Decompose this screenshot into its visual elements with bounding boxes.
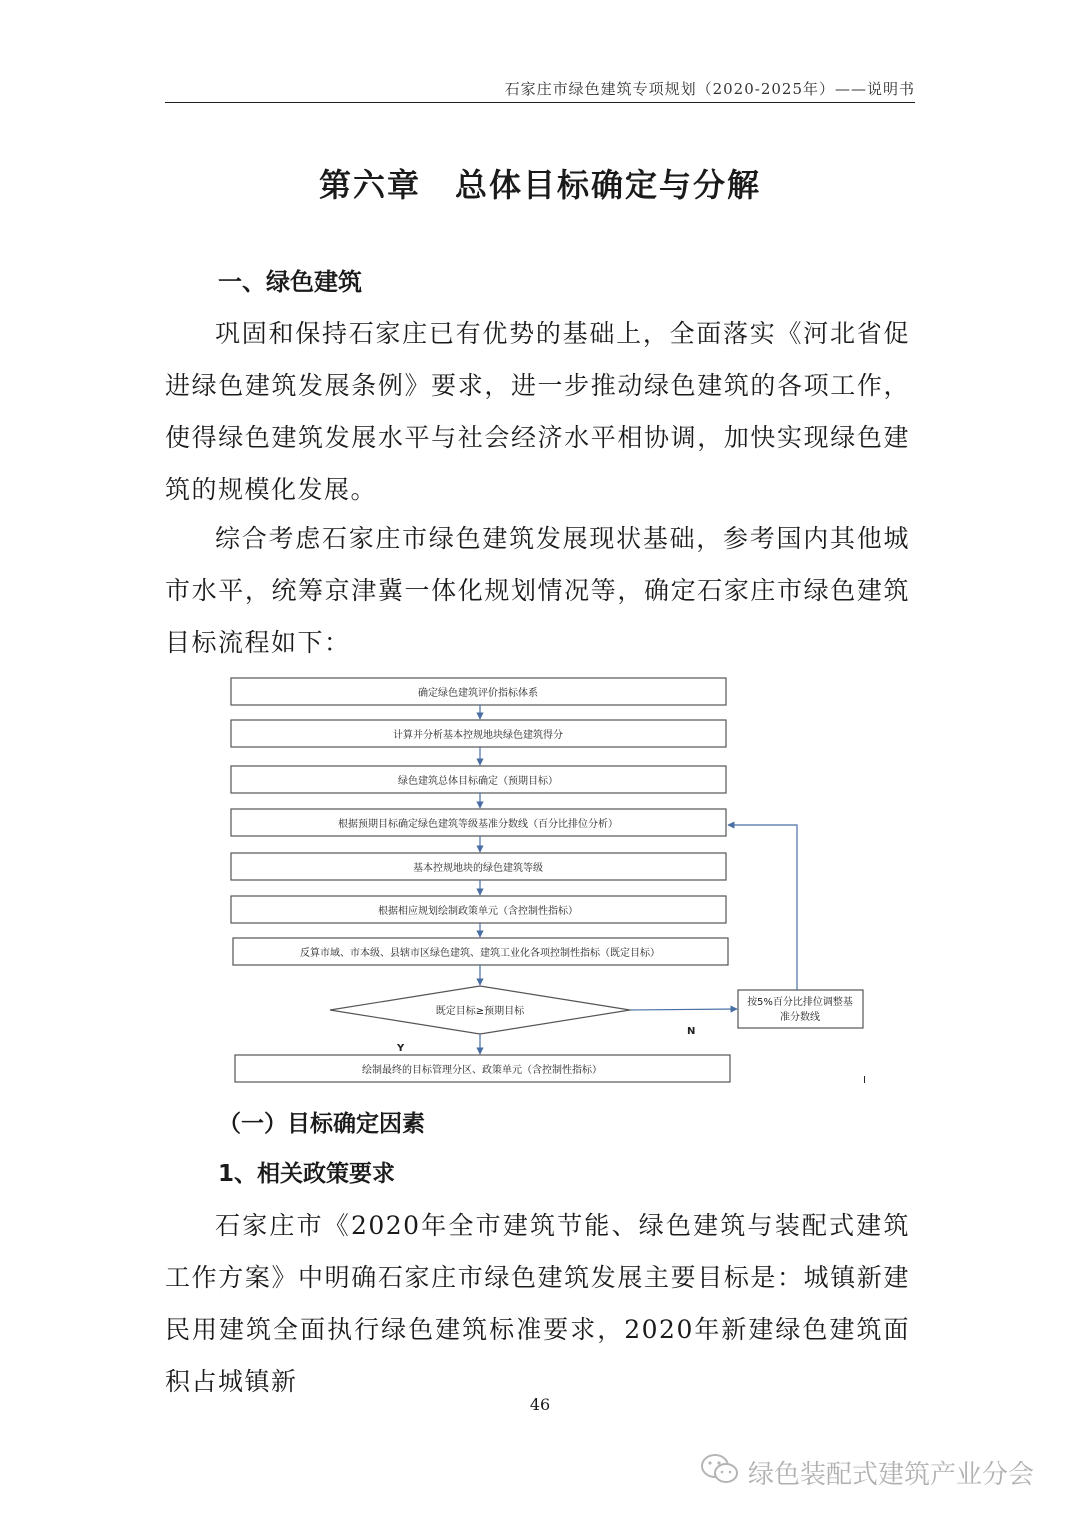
watermark-text: 绿色装配式建筑产业分会	[748, 1460, 1035, 1490]
flow-step-text: 根据相应规划绘制政策单元（含控制性指标）	[378, 906, 578, 917]
flow-step-text: 反算市域、市本级、县辖市区绿色建筑、建筑工业化各项控制性指标（既定目标）	[300, 948, 660, 959]
flowchart	[225, 672, 875, 1092]
watermark	[700, 1452, 1034, 1493]
flow-step-text: 确定绿色建筑评价指标体系	[418, 688, 538, 699]
flow-label-no: N	[687, 1026, 696, 1037]
flow-step-text: 绿色建筑总体目标确定（预期目标）	[398, 776, 558, 787]
flow-stray-mark: I	[863, 1075, 866, 1086]
flow-final-text: 绘制最终的目标管理分区、政策单元（含控制性指标）	[362, 1065, 602, 1076]
flow-loop-arrow	[728, 825, 797, 990]
flow-label-yes: Y	[397, 1043, 405, 1054]
flow-step-text: 基本控规地块的绿色建筑等级	[413, 863, 543, 874]
section-heading: 一、绿色建筑	[218, 268, 362, 296]
wechat-icon	[700, 1452, 740, 1493]
paragraph-2: 综合考虑石家庄市绿色建筑发展现状基础，参考国内其他城市水平，统筹京津冀一体化规划情况等，确定石家庄市绿色建筑目标流程如下：	[165, 524, 910, 657]
chapter-title: 第六章 总体目标确定与分解	[318, 166, 761, 204]
header-rule	[165, 102, 915, 103]
item-heading: 1、相关政策要求	[218, 1161, 396, 1187]
subsection-heading: （一）目标确定因素	[218, 1111, 425, 1137]
flow-adjust-text: 按5%百分比排位调整基	[747, 997, 853, 1008]
flow-step-text: 计算并分析基本控规地块绿色建筑得分	[393, 730, 563, 741]
paragraph-3: 石家庄市《2020年全市建筑节能、绿色建筑与装配式建筑工作方案》中明确石家庄市绿色建筑发展主要目标是：城镇新建民用建筑全面执行绿色建筑标准要求，2020年新建绿色建筑面积占城镇新	[165, 1211, 910, 1396]
page-number: 46	[529, 1395, 551, 1414]
running-head: 石家庄市绿色建筑专项规划（2020-2025年）——说明书	[504, 80, 915, 98]
paragraph-1: 巩固和保持石家庄已有优势的基础上，全面落实《河北省促进绿色建筑发展条例》要求，进一步推动绿色建筑的各项工作，使得绿色建筑发展水平与社会经济水平相协调，加快实现绿色建筑的规模化发展。	[165, 319, 910, 504]
flow-adjust-text: 准分数线	[780, 1012, 820, 1023]
flow-step-text: 根据预期目标确定绿色建筑等级基准分数线（百分比排位分析）	[338, 819, 618, 830]
flow-decision-text: 既定目标≥预期目标	[435, 1006, 525, 1017]
flow-arrow-no	[630, 1009, 737, 1010]
